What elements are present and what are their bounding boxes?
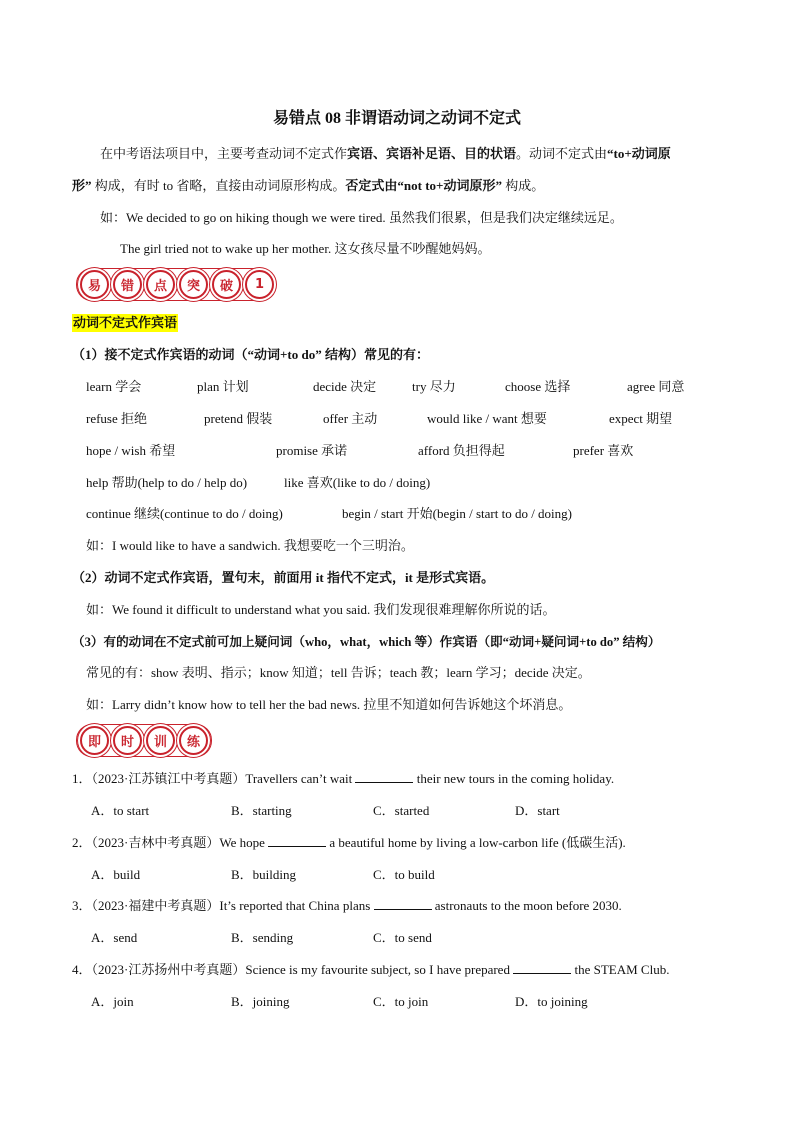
- question-source: （2023·福建中考真题）: [91, 898, 220, 913]
- badge-char: 突: [179, 270, 208, 299]
- vocab-item: decide 决定: [313, 379, 377, 394]
- answer-blank[interactable]: [355, 770, 413, 783]
- badge-char: 训: [146, 726, 175, 755]
- question-4: [72, 961, 669, 979]
- badge-char: 易: [80, 270, 109, 299]
- intro-text: 在中考语法项目中，主要考查动词不定式作: [100, 146, 348, 161]
- question-number: 4．: [72, 962, 92, 977]
- vocab-item: prefer 喜欢: [573, 443, 634, 458]
- badge-char: 练: [179, 726, 208, 755]
- question-number: 3．: [72, 898, 92, 913]
- section-heading: 动词不定式作宾语: [73, 315, 178, 330]
- question-stem: Travellers can’t wait: [245, 771, 356, 786]
- sub3-common: 常见的有：show 表明、指示；know 知道；tell 告诉；teach 教；learn 学习；decide 决定。: [86, 665, 591, 680]
- page-title: 易错点 08 非谓语动词之动词不定式: [272, 110, 521, 127]
- badge-char: 点: [146, 270, 175, 299]
- option-b[interactable]: B．sending: [231, 930, 294, 945]
- question-stem: Science is my favourite subject, so I have prepared: [245, 962, 514, 977]
- intro-bold: “not to+动词原形”: [397, 178, 502, 193]
- option-a[interactable]: A．join: [91, 994, 134, 1009]
- intro-bold: 形”: [72, 178, 92, 193]
- question-stem: a beautiful home by living a low-carbon life (低碳生活).: [326, 835, 626, 850]
- vocab-item: hope / wish 希望: [86, 443, 176, 458]
- intro-line-2: [72, 177, 544, 195]
- vocab-item: pretend 假装: [204, 411, 273, 426]
- vocab-item: afford 负担得起: [418, 443, 505, 458]
- vocab-item: choose 选择: [505, 379, 571, 394]
- option-b[interactable]: B．building: [231, 867, 297, 882]
- vocab-item: plan 计划: [197, 379, 249, 394]
- question-stem: We hope: [219, 835, 269, 850]
- intro-bold: “to+动词原: [607, 146, 671, 161]
- vocab-item: would like / want 想要: [427, 411, 547, 426]
- answer-blank[interactable]: [374, 897, 432, 910]
- intro-line-1: [100, 145, 671, 163]
- vocab-item: continue 继续(continue to do / doing): [86, 506, 283, 521]
- intro-text: 。动词不定式由: [516, 146, 608, 161]
- question-stem: astronauts to the moon before 2030.: [431, 898, 622, 913]
- option-c[interactable]: C．to send: [373, 930, 432, 945]
- option-d[interactable]: D．to joining: [515, 994, 588, 1009]
- question-number: 1．: [72, 771, 92, 786]
- answer-blank[interactable]: [513, 961, 571, 974]
- question-2: [72, 834, 626, 852]
- intro-example-2: The girl tried not to wake up her mother. 这女孩尽量不吵醒她妈妈。: [120, 241, 491, 256]
- option-c[interactable]: C．started: [373, 803, 430, 818]
- vocab-item: refuse 拒绝: [86, 411, 148, 426]
- question-source: （2023·江苏镇江中考真题）: [91, 771, 246, 786]
- vocab-item: agree 同意: [627, 379, 685, 394]
- question-3: [72, 897, 622, 915]
- intro-bold: 宾语、宾语补足语、目的状语: [347, 146, 517, 161]
- option-b[interactable]: B．joining: [231, 994, 290, 1009]
- vocab-item: expect 期望: [609, 411, 673, 426]
- vocab-item: like 喜欢(like to do / doing): [284, 475, 431, 490]
- badge-char: 错: [113, 270, 142, 299]
- badge-jishi-xunlian: [80, 726, 208, 755]
- question-stem: their new tours in the coming holiday.: [413, 771, 615, 786]
- question-source: （2023·吉林中考真题）: [91, 835, 220, 850]
- question-number: 2．: [72, 835, 92, 850]
- question-1: [72, 770, 614, 788]
- badge-char: 1: [245, 270, 274, 299]
- question-stem: the STEAM Club.: [571, 962, 670, 977]
- option-c[interactable]: C．to build: [373, 867, 435, 882]
- option-a[interactable]: A．to start: [91, 803, 150, 818]
- intro-text: 构成，有时 to 省略，直接由动词原形构成。: [91, 178, 346, 193]
- question-source: （2023·江苏扬州中考真题）: [91, 962, 246, 977]
- badge-char: 破: [212, 270, 241, 299]
- sub1-heading: （1）接不定式作宾语的动词（“动词+to do” 结构）常见的有：: [72, 347, 429, 362]
- intro-bold: 否定式由: [345, 178, 398, 193]
- sub3-heading: （3）有的动词在不定式前可加上疑问词（who，what，which 等）作宾语（即“动词+疑问词+to do” 结构）: [72, 635, 661, 649]
- option-d[interactable]: D．start: [515, 803, 560, 818]
- intro-example-1: 如：We decided to go on hiking though we were tired. 虽然我们很累，但是我们决定继续远足。: [100, 210, 623, 225]
- vocab-item: try 尽力: [412, 379, 456, 394]
- badge-char: 时: [113, 726, 142, 755]
- option-c[interactable]: C．to join: [373, 994, 429, 1009]
- vocab-item: learn 学会: [86, 379, 142, 394]
- badge-char: 即: [80, 726, 109, 755]
- option-a[interactable]: A．build: [91, 867, 141, 882]
- sub2-example: 如：We found it difficult to understand what you said. 我们发现很难理解你所说的话。: [86, 602, 556, 617]
- sub2-heading: （2）动词不定式作宾语，置句末，前面用 it 指代不定式，it 是形式宾语。: [72, 570, 495, 585]
- answer-blank[interactable]: [268, 834, 326, 847]
- option-b[interactable]: B．starting: [231, 803, 292, 818]
- vocab-item: promise 承诺: [276, 443, 348, 458]
- vocab-item: help 帮助(help to do / help do): [86, 475, 248, 490]
- vocab-item: begin / start 开始(begin / start to do / doing): [342, 506, 572, 521]
- vocab-item: offer 主动: [323, 411, 378, 426]
- sub1-example: 如：I would like to have a sandwich. 我想要吃一个三明治。: [86, 538, 414, 553]
- intro-text: 构成。: [501, 178, 545, 193]
- question-stem: It’s reported that China plans: [219, 898, 374, 913]
- option-a[interactable]: A．send: [91, 930, 138, 945]
- sub3-example: 如：Larry didn’t know how to tell her the bad news. 拉里不知道如何告诉她这个坏消息。: [86, 697, 572, 712]
- badge-yicuodian-tupo: [80, 270, 274, 299]
